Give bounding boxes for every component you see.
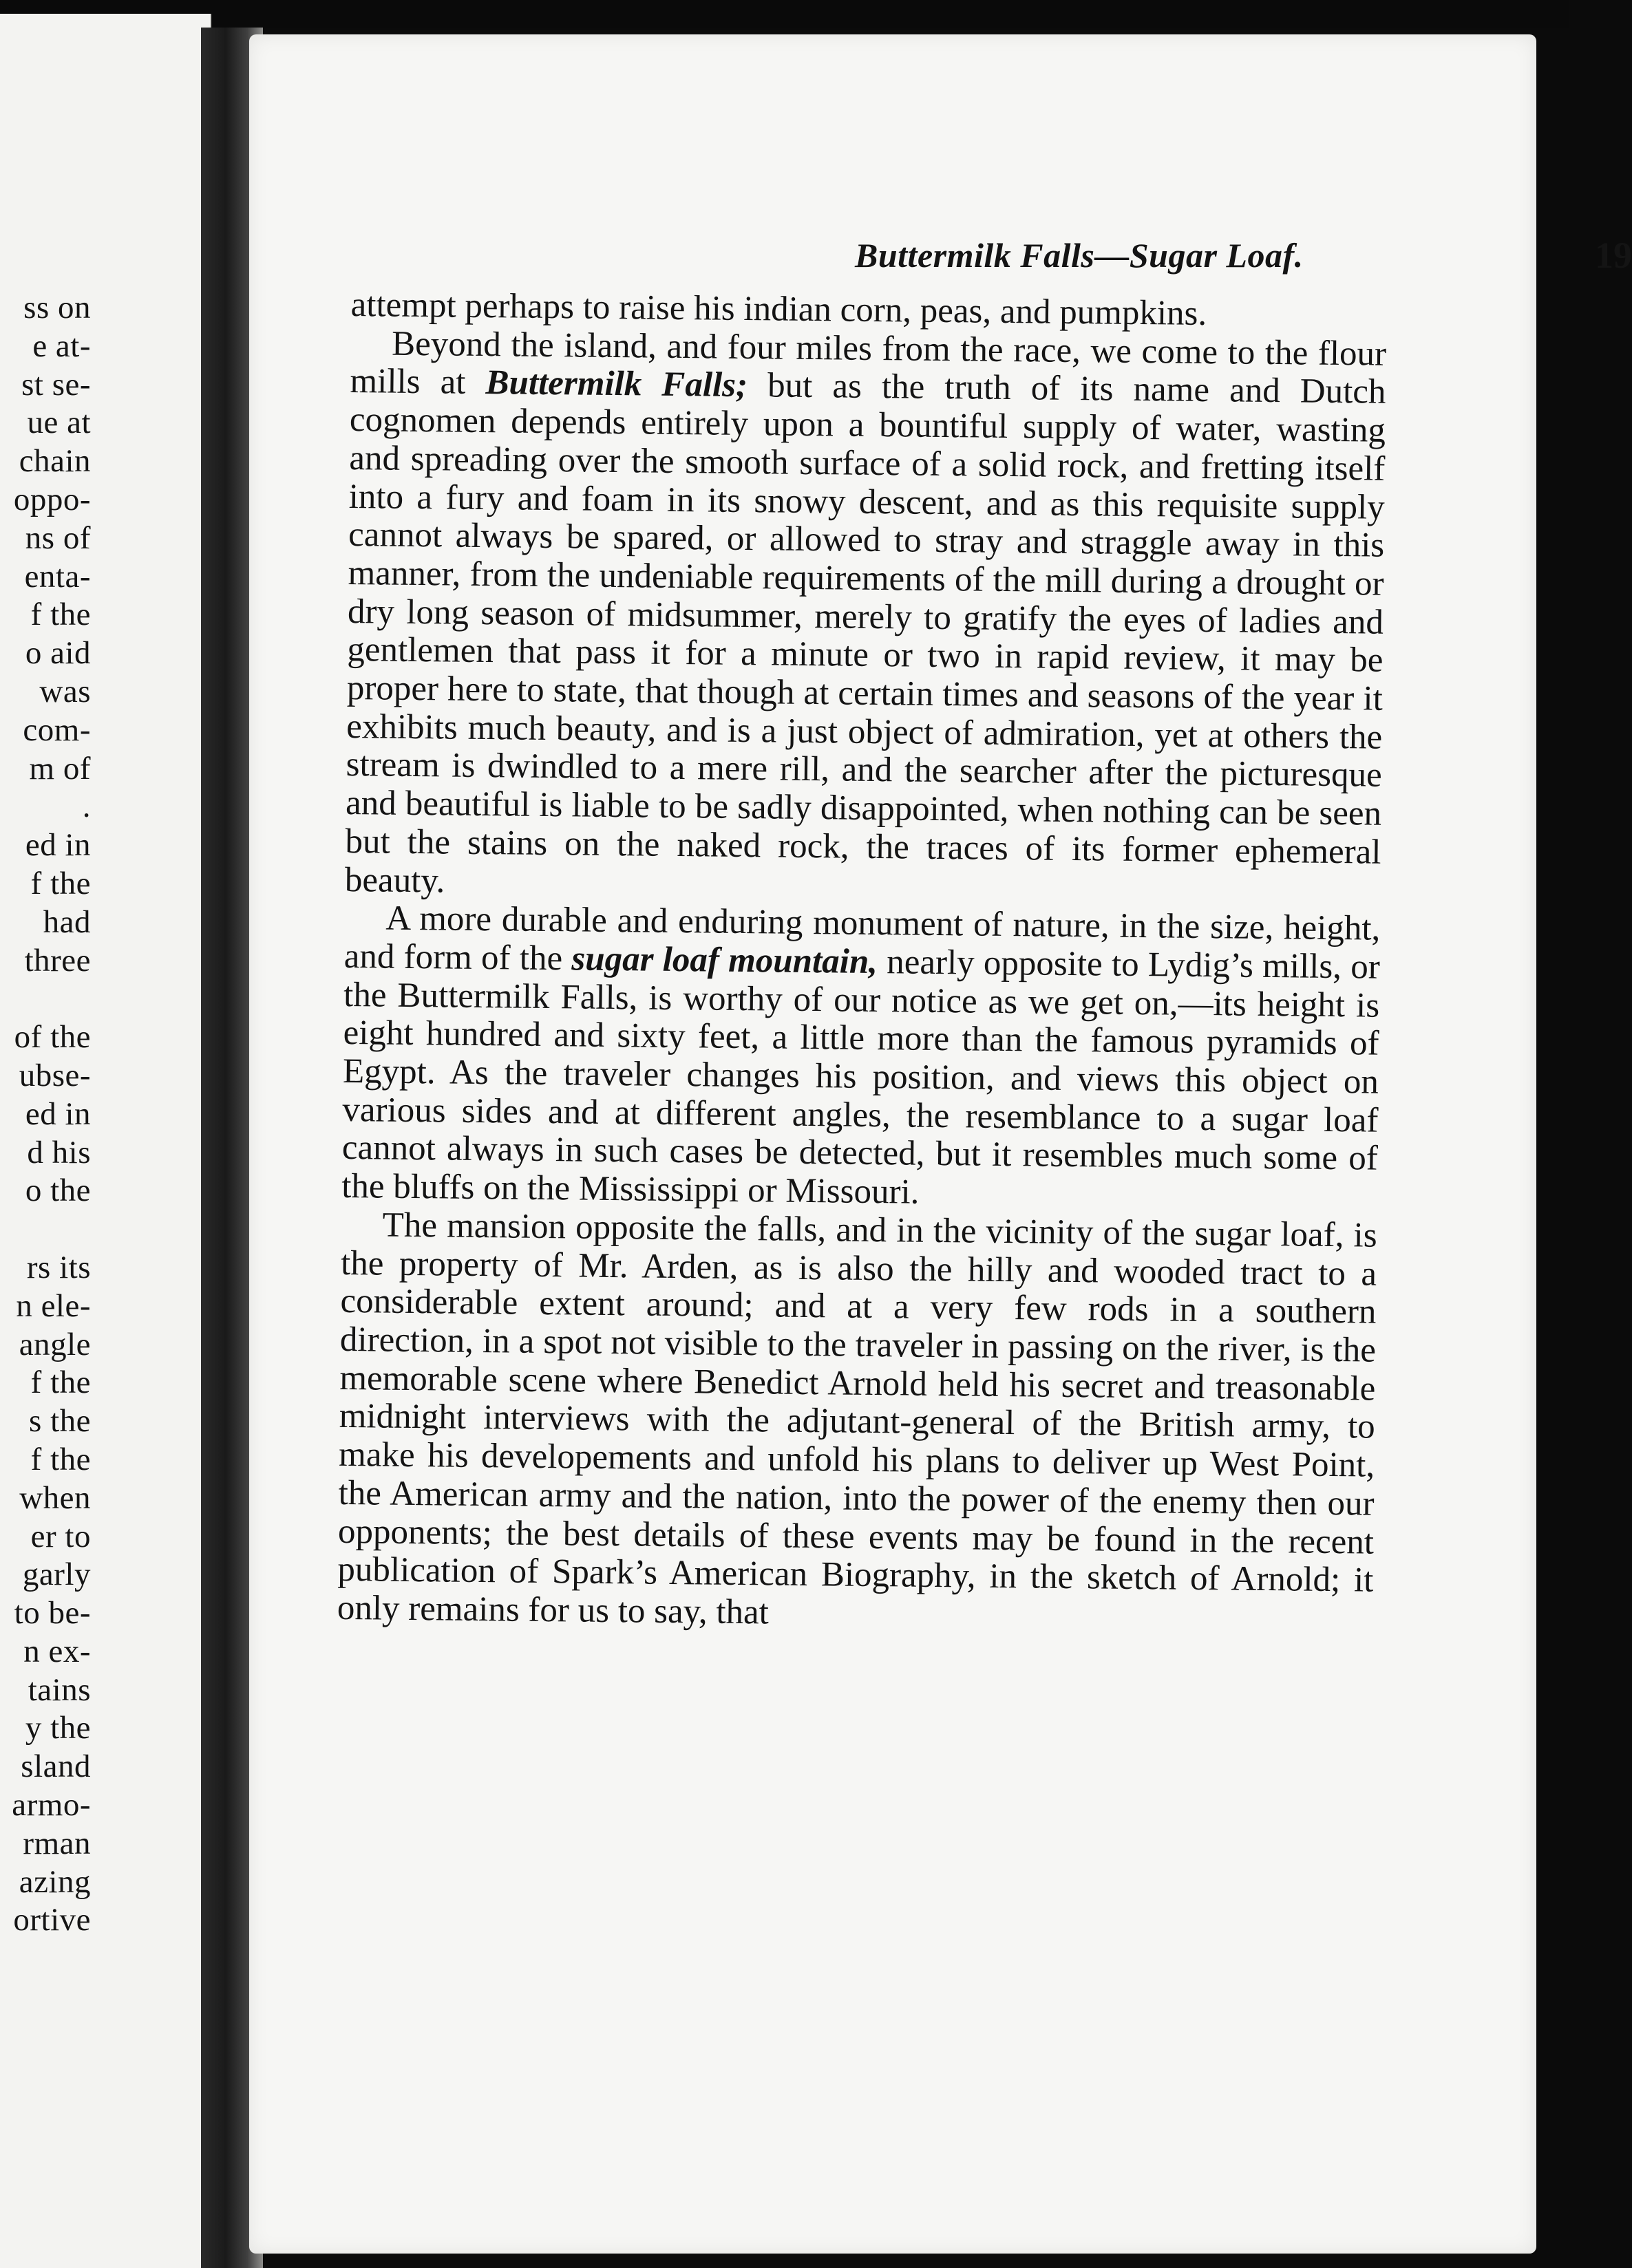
facing-page-line: ss on	[23, 290, 91, 325]
italic-place-name: Buttermilk Falls;	[485, 363, 748, 405]
facing-page-line: st se-	[21, 366, 91, 403]
facing-page-line: .	[82, 789, 91, 825]
facing-page-line: to be-	[14, 1595, 91, 1632]
page-number: 19	[1595, 235, 1632, 276]
facing-page-text	[0, 289, 206, 1940]
facing-page-line: chain	[19, 443, 91, 480]
facing-page-line: when	[19, 1479, 91, 1516]
facing-page-line: o aid	[25, 635, 91, 672]
paragraph-text: but as the truth of its name and Dutch cognomen depends entirely upon a bountiful supply of water, wasting and spreading over the smooth surface of a solid rock, and fretting itself into a fury and foam in its snowy descent, and as this requisite supply cannot always be spared, or allowed to stray and straggle away in this manner, from the undeniable requirements of the mill during a drought or dry long season of midsummer, merely to gratify the eyes of ladies and gentlemen that pass it for a minute or two in rapid review, it may be proper here to state, that though at certain times and seasons of the year it exhibits much beauty, and is a just object of admiration, yet at others the stream is dwindled to a mere rill, and the searcher after the picturesque and beautiful is liable to be sadly disappointed, when nothing can be seen but the stains on the naked rock, the traces of its former ephemeral beauty.	[344, 366, 1386, 901]
facing-page-line: e at-	[32, 328, 91, 364]
paragraph	[341, 899, 1381, 1217]
facing-page-line: had	[43, 903, 91, 940]
facing-page-line: ubse-	[19, 1057, 91, 1093]
italic-place-name: sugar loaf mountain,	[571, 939, 878, 982]
facing-page-line	[0, 1210, 206, 1249]
facing-page-line: y the	[25, 1710, 91, 1746]
facing-page-line: s the	[29, 1403, 91, 1440]
facing-page-line: enta-	[24, 558, 91, 595]
paragraph-text: The mansion opposite the falls, and in the vicinity of the sugar loaf, is the property of Mr. Arden, as is also the hilly and wooded tract to a considerable extent around; and at a very few rods in a southern direction, in a spot not visible to the traveler in passing on the river, is the memorable scene where Benedict Arnold held his secret and treasonable midnight interviews with the adjutant-general of the British army, to make his developements and unfold his plans to deliver up West Point, the American army and the nation, into the power of the enemy then our opponents; the best details of these events may be found in the recent publication of Spark’s American Biography, in the sketch of Arnold; it only remains for us to say, that	[337, 1206, 1377, 1632]
paragraph-text: nearly opposite to Lydig’s mills, or the Buttermilk Falls, is worthy of our notice as we get on,—its height is eight hundred and sixty feet, a little more than the famous pyramids of Egypt. As the traveler changes his position, and views this object on various sides and at different angles, the resemblance to a sugar loaf cannot always in such cases be detected, but it resembles much some of the bluffs on the Mississippi or Missouri.	[341, 943, 1381, 1212]
facing-page-line: oppo-	[13, 481, 91, 517]
paragraph	[337, 1206, 1377, 1638]
facing-page-line: rman	[23, 1825, 91, 1861]
facing-page-line: azing	[19, 1863, 91, 1900]
facing-page-line: er to	[30, 1518, 91, 1554]
facing-page-line: n ele-	[16, 1287, 91, 1324]
facing-page-line: d his	[27, 1134, 91, 1170]
scan-border	[0, 0, 1569, 28]
running-head: Buttermilk Falls—Sugar Loaf.	[855, 236, 1304, 275]
facing-page-line: ed in	[25, 827, 91, 864]
facing-page-line: ue at	[27, 405, 91, 441]
facing-page-line: com-	[23, 712, 91, 748]
facing-page-line: tains	[28, 1671, 91, 1708]
facing-page-line: m of	[29, 750, 91, 787]
facing-page-line: three	[24, 942, 91, 978]
facing-page-line: f the	[30, 1365, 91, 1401]
facing-page-fragment	[0, 14, 211, 2268]
facing-page-line: f the	[30, 865, 91, 901]
facing-page-line: f the	[30, 597, 91, 633]
facing-page-line: o the	[25, 1173, 91, 1209]
paragraph	[345, 325, 1387, 910]
body-text	[337, 286, 1387, 1638]
facing-page-line: of the	[14, 1019, 91, 1056]
facing-page-line: f the	[30, 1441, 91, 1477]
facing-page-line: n ex-	[23, 1633, 91, 1669]
paragraph-text: A more durable and enduring monument of nature, in the size, height, and form of the	[343, 899, 1381, 978]
facing-page-line: ns of	[25, 520, 91, 556]
facing-page-line	[0, 980, 206, 1018]
facing-page-line: garly	[22, 1556, 91, 1593]
facing-page-line: rs its	[26, 1249, 91, 1285]
facing-page-line: armo-	[12, 1787, 91, 1823]
facing-page-line: ed in	[25, 1095, 91, 1132]
facing-page-line: angle	[19, 1326, 91, 1362]
facing-page-line: ortive	[13, 1902, 91, 1938]
paragraph-text: Beyond the island, and four miles from the race, we come to the flour mills at	[350, 324, 1387, 403]
facing-page-line: was	[39, 673, 91, 709]
facing-page-line: sland	[21, 1748, 91, 1785]
paragraph-text: attempt perhaps to raise his indian corn, peas, and pumpkins.	[350, 286, 1207, 334]
